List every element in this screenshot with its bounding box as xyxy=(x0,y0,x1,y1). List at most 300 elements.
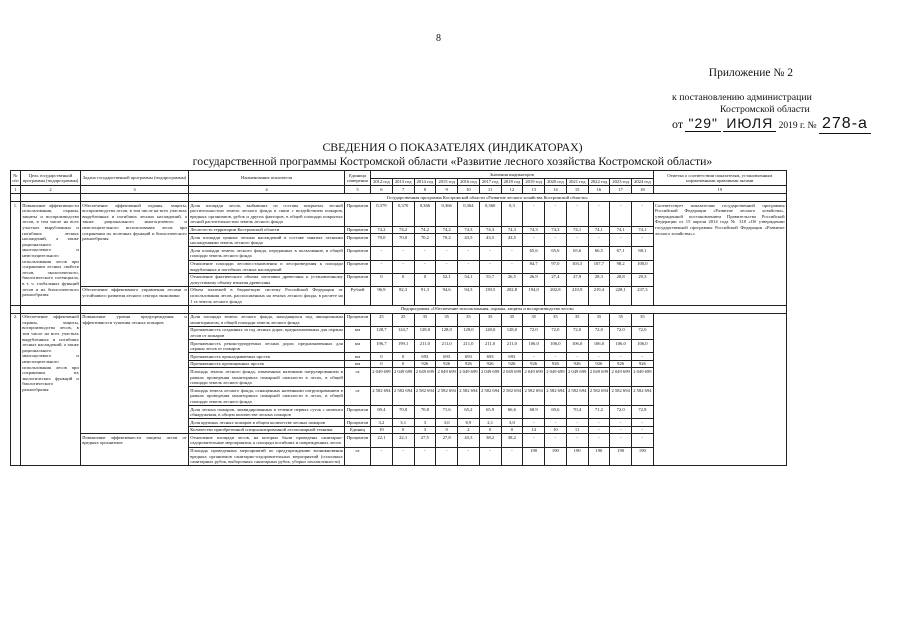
indicator-value: 68,9 xyxy=(523,406,545,419)
program-title-row xyxy=(11,194,787,202)
indicator-value: 124,7 xyxy=(392,326,414,339)
year-header: 2018 год xyxy=(501,178,523,186)
indicator-value: 190 xyxy=(588,447,610,466)
indicator-value: 190 xyxy=(610,447,632,466)
indicator-name: Площадь земель лесного фонда, охваченных наземным патрулированием в рамках проведения мониторинга пожарной опасности в лесах, в общей площади земель лесного фонда xyxy=(190,368,343,386)
indicator-name: Доля крупных лесных пожаров в общем количестве лесных пожаров xyxy=(189,419,345,427)
indicator-value: - xyxy=(588,419,610,427)
indicator-value: - xyxy=(414,260,436,273)
indicator-value: 0 xyxy=(392,426,414,434)
subprogram-title-row xyxy=(11,305,787,313)
year-header: 2017 год xyxy=(479,178,501,186)
indicator-value: 3 xyxy=(414,426,436,434)
indicator-value: 106,0 xyxy=(545,340,567,353)
year-header: 2019 год xyxy=(523,178,545,186)
indicator-name: Количество приобретенной специализированной лесопожарной техники xyxy=(189,426,345,434)
indicator-value: 69,4 xyxy=(371,406,393,419)
task-cell: Обеспечение эффективной охраны, защиты, воспроизводства лесов, в том числе на всех участках вырубленных и погибших лесных насаждений, а также рационального многоцелевого и неистощительного использования лесов при сохранении их полезных функций и биологического разнообразия xyxy=(81,202,189,287)
indicator-value: 2 582 694 xyxy=(523,387,545,406)
indicator-value: 25 xyxy=(371,313,393,326)
indicator-value: 2 582 694 xyxy=(501,387,523,406)
indicator-value: 27,4 xyxy=(545,273,567,286)
indicator-value: 55,7 xyxy=(479,273,501,286)
indicator-value: - xyxy=(458,260,480,273)
column-number: 8 xyxy=(414,186,436,194)
header-values: Значения индикаторов xyxy=(371,171,654,179)
indicator-value: 74,2 xyxy=(392,226,414,234)
indicator-value: 2 582 694 xyxy=(371,387,393,406)
indicator-value: - xyxy=(632,353,654,361)
indicator-value: 0 xyxy=(479,426,501,434)
indicator-value: 926 xyxy=(414,360,436,368)
indicator-value: 14 xyxy=(523,426,545,434)
indicator-value: 2 049 699 xyxy=(588,368,610,387)
resolution-reference xyxy=(672,92,872,116)
indicator-value: - xyxy=(436,260,458,273)
indicator-value: 2 049 699 xyxy=(566,368,588,387)
indicator-value: 28,8 xyxy=(610,273,632,286)
indicator-value: 72,0 xyxy=(588,326,610,339)
indicator-value: - xyxy=(566,419,588,427)
indicator-value: 926 xyxy=(436,360,458,368)
indicator-value: 211,0 xyxy=(501,340,523,353)
indicator-value: 693 xyxy=(458,353,480,361)
indicator-value: 128,0 xyxy=(479,326,501,339)
indicator-value: 27,9 xyxy=(566,273,588,286)
indicators-table xyxy=(10,170,787,466)
indicator-value: 84,7 xyxy=(523,260,545,273)
indicator-value: - xyxy=(479,447,501,466)
indicator-value: 0,3 xyxy=(501,202,523,226)
indicator-value: 2 049 699 xyxy=(632,368,654,387)
indicator-value: 28,3 xyxy=(588,273,610,286)
indicator-value: - xyxy=(545,234,567,247)
indicator-value: 128,0 xyxy=(414,326,436,339)
indicator-value: 74,2 xyxy=(371,226,393,234)
indicator-unit: км xyxy=(345,353,371,361)
indicator-value: - xyxy=(479,247,501,260)
indicator-unit: км xyxy=(345,360,371,368)
column-number: 9 xyxy=(436,186,458,194)
task-cell: Обеспечение эффективного управления лесами и устойчивого развития лесного сектора экономики xyxy=(81,286,189,305)
table-row xyxy=(11,202,787,226)
indicator-value: 91,3 xyxy=(414,286,436,305)
indicator-value: 2 582 694 xyxy=(436,387,458,406)
indicator-value: - xyxy=(610,202,632,226)
indicator-value: 74,3 xyxy=(545,226,567,234)
indicator-value: 106,0 xyxy=(588,340,610,353)
indicator-unit: Единиц xyxy=(345,426,371,434)
indicator-value: 70,0 xyxy=(371,234,393,247)
indicator-value: 693 xyxy=(414,353,436,361)
column-number: 2 xyxy=(21,186,81,194)
indicator-value: 82,3 xyxy=(392,286,414,305)
column-number: 13 xyxy=(523,186,545,194)
indicator-value: 0 xyxy=(392,353,414,361)
indicator-value: 926 xyxy=(588,360,610,368)
indicator-value: 2 049 699 xyxy=(414,368,436,387)
indicator-value: 202,8 xyxy=(545,286,567,305)
indicator-value: 74,1 xyxy=(610,226,632,234)
indicator-value: 2 582 694 xyxy=(610,387,632,406)
indicator-value: 3,1 xyxy=(392,419,414,427)
indicator-name: Протяженность прочищенных просек xyxy=(189,360,345,368)
indicator-value: 65,6 xyxy=(523,247,545,260)
indicator-value: - xyxy=(545,353,567,361)
indicator-name: Отношение площади лесовосстановления и лесоразведения к площади вырубленных и погибших лесных насаждений xyxy=(190,261,343,272)
indicator-value: - xyxy=(632,426,654,434)
indicator-value: 96,9 xyxy=(371,286,393,305)
column-number: 18 xyxy=(632,186,654,194)
table-body xyxy=(11,194,787,466)
indicator-value: 3 xyxy=(414,419,436,427)
column-number: 4 xyxy=(189,186,345,194)
indicator-value: 199,1 xyxy=(392,340,414,353)
indicator-value: 106,0 xyxy=(523,340,545,353)
indicator-value: - xyxy=(523,234,545,247)
indicator-value: - xyxy=(588,234,610,247)
indicator-value: - xyxy=(479,260,501,273)
appendix-label: Приложение № 2 xyxy=(708,67,793,79)
indicator-value: 2 582 694 xyxy=(566,387,588,406)
indicator-value: - xyxy=(545,434,567,447)
indicator-value: 926 xyxy=(501,360,523,368)
indicator-value: - xyxy=(371,260,393,273)
indicator-value: 190 xyxy=(523,447,545,466)
indicator-value: 0 xyxy=(371,360,393,368)
year-header: 2022 год xyxy=(588,178,610,186)
indicator-value: 211,0 xyxy=(479,340,501,353)
indicator-value: 43,3 xyxy=(458,434,480,447)
resolution-date xyxy=(672,115,871,134)
indicator-value: 65,6 xyxy=(545,247,567,260)
indicator-name: Доля площади ценных лесных насаждений в составе занятых лесными насаждениями земель лесного фонда xyxy=(190,234,343,246)
column-number: 11 xyxy=(479,186,501,194)
subprogram-title-row-text: Подпрограмма «Обеспечение использования, охраны, защиты и воспроизводства лесов» xyxy=(189,305,787,313)
indicator-value: - xyxy=(588,202,610,226)
indicator-value: 38,2 xyxy=(501,434,523,447)
indicator-value: 27,8 xyxy=(436,434,458,447)
indicator-value: 71,6 xyxy=(436,406,458,419)
indicator-value: 0 xyxy=(501,426,523,434)
year-header: 2012 год xyxy=(371,178,393,186)
indicator-value: 2 xyxy=(458,426,480,434)
indicator-value: 94,6 xyxy=(436,286,458,305)
indicator-value: 98,2 xyxy=(610,260,632,273)
indicator-name: Протяженность созданных за год лесных дорог, предназначенных для охраны лесов от пожаров xyxy=(190,327,343,338)
resolution-line-2: Костромской области xyxy=(720,104,810,115)
indicator-value: 926 xyxy=(566,360,588,368)
indicator-value: 35 xyxy=(414,313,436,326)
indicator-value: 926 xyxy=(523,360,545,368)
indicator-value: - xyxy=(588,434,610,447)
indicator-value: 26,9 xyxy=(523,273,545,286)
indicator-value: 210,9 xyxy=(566,286,588,305)
table-row xyxy=(11,313,787,326)
indicator-value: 74,1 xyxy=(632,226,654,234)
indicator-value: 74,3 xyxy=(479,226,501,234)
indicator-value: 35 xyxy=(632,313,654,326)
indicator-value: 22,1 xyxy=(392,434,414,447)
title-line-1: СВЕДЕНИЯ О ПОКАЗАТЕЛЯХ (ИНДИКАТОРАХ) xyxy=(322,140,583,154)
indicator-value: 237,3 xyxy=(632,286,654,305)
indicator-name: Отношение площади лесов, на которых были проведены санитарно-оздоровительные мероприятия, к площади погибших и поврежденных лесов xyxy=(190,434,343,446)
indicator-value: - xyxy=(523,353,545,361)
indicator-value: 0,366 xyxy=(414,202,436,226)
column-number: 1 xyxy=(11,186,21,194)
indicator-value: 2 582 694 xyxy=(632,387,654,406)
indicator-value: 926 xyxy=(479,360,501,368)
indicator-value: - xyxy=(566,202,588,226)
indicator-value: 3,2 xyxy=(371,419,393,427)
indicator-unit: Процентов xyxy=(345,226,371,234)
indicator-name: Протяженность реконструируемых лесных дорог, предназначенных для охраны лесов от пожаров xyxy=(190,340,343,352)
indicator-value: - xyxy=(610,234,632,247)
indicator-value: - xyxy=(436,247,458,260)
indicator-unit: Процентов xyxy=(345,273,371,286)
indicator-unit: Процентов xyxy=(345,202,371,226)
indicator-name: Доля площади земель лесного фонда, находящихся под авиационным мониторингом, в общей площади земель лесного фонда xyxy=(190,314,343,325)
indicator-name: Доля площади лесов, выбывших из состава покрытых лесной растительностью земель лесного фонда в связи с воздействием пожаров, вредных организмов, рубок и других факторов, в общей площади покрытых лесной растительностью земель лесного фонда xyxy=(190,202,343,225)
indicator-value: 0 xyxy=(392,360,414,368)
column-number: 5 xyxy=(345,186,371,194)
document-title xyxy=(0,140,905,168)
indicator-value: - xyxy=(588,353,610,361)
indicator-value: 2 049 699 xyxy=(371,368,393,387)
year-header: 2015 год xyxy=(436,178,458,186)
indicator-name: Протяженность прокладываемых просек xyxy=(189,353,345,361)
indicator-value: - xyxy=(501,260,523,273)
indicator-value: 2 049 699 xyxy=(523,368,545,387)
indicator-value: 69,6 xyxy=(545,406,567,419)
indicator-value: - xyxy=(632,202,654,226)
indicator-value: 0,366 xyxy=(436,202,458,226)
date-month: ИЮЛЯ xyxy=(723,115,776,132)
indicator-value: 68,1 xyxy=(632,247,654,260)
header-num: № п/п xyxy=(11,171,21,186)
indicator-value: 72,0 xyxy=(566,326,588,339)
indicator-value: 2 582 694 xyxy=(458,387,480,406)
task-cell: Повышение эффективности защиты лесов от вредных организмов xyxy=(81,434,189,466)
indicator-value: - xyxy=(632,419,654,427)
indicator-value: 70,2 xyxy=(414,234,436,247)
indicator-value: 0 xyxy=(436,426,458,434)
page-number: 8 xyxy=(436,33,441,44)
column-number: 17 xyxy=(610,186,632,194)
indicator-value: 70,0 xyxy=(392,406,414,419)
indicator-value: 128,0 xyxy=(436,326,458,339)
indicator-value: 926 xyxy=(545,360,567,368)
indicator-value: 65,6 xyxy=(566,247,588,260)
column-numbers-row xyxy=(11,186,787,194)
indicator-value: 128,0 xyxy=(458,326,480,339)
indicator-value: 103,5 xyxy=(566,260,588,273)
indicator-value: 2 049 699 xyxy=(392,368,414,387)
column-number: 16 xyxy=(588,186,610,194)
indicator-value: 74,1 xyxy=(588,226,610,234)
indicator-value: 94,3 xyxy=(458,286,480,305)
header-task: Задача государственной программы (подпрограммы) xyxy=(81,171,189,186)
indicator-value: 74,2 xyxy=(436,226,458,234)
resolution-number: 278-а xyxy=(819,115,871,134)
goal-cell: Обеспечение эффективной охраны, защиты, воспроизводства лесов, в том числе на всех участках вырубленных и погибших лесных насаждений, а также рационального многоцелевого и неистощительного использования лесов при сохранении их экологических функций и биологического разнообразия xyxy=(21,313,81,466)
row-number: 2. xyxy=(11,313,21,466)
year-header: 2014 год xyxy=(414,178,436,186)
indicator-value: - xyxy=(371,247,393,260)
column-number: 14 xyxy=(545,186,567,194)
indicator-value: 72,0 xyxy=(545,326,567,339)
indicator-value: 139,5 xyxy=(479,286,501,305)
indicator-value: 2 049 699 xyxy=(458,368,480,387)
indicator-name: Лесистость территории Костромской области xyxy=(189,226,345,234)
indicator-value: - xyxy=(610,426,632,434)
indicator-value: 65,2 xyxy=(458,406,480,419)
indicator-value: 2,1 xyxy=(479,419,501,427)
indicator-value: - xyxy=(371,447,393,466)
indicator-value: 38,2 xyxy=(479,434,501,447)
indicator-value: 35 xyxy=(588,313,610,326)
indicator-value: 0 xyxy=(392,273,414,286)
indicator-value: 66,6 xyxy=(501,406,523,419)
indicator-value: 70,2 xyxy=(436,234,458,247)
indicator-value: 2 049 699 xyxy=(436,368,458,387)
indicator-value: 693 xyxy=(479,353,501,361)
indicator-name: Площадь земель лесного фонда, оснащенных наземными патрулированием в рамках проведения мониторинга пожарной опасности в лесах, в общей площади земель лесного фонда xyxy=(190,387,343,404)
indicator-value: 2 582 694 xyxy=(545,387,567,406)
indicator-value: 211,0 xyxy=(414,340,436,353)
indicator-value: 106,0 xyxy=(610,340,632,353)
indicator-unit: Процентов xyxy=(345,247,371,260)
indicator-value: 65,9 xyxy=(479,406,501,419)
indicator-value: 2 049 699 xyxy=(610,368,632,387)
indicator-value: 2 582 694 xyxy=(479,387,501,406)
indicator-unit: Процентов xyxy=(345,260,371,273)
indicator-value: 52,1 xyxy=(436,273,458,286)
indicator-value: 0,364 xyxy=(458,202,480,226)
indicator-value: 66,5 xyxy=(588,247,610,260)
compliance-cell: Соответствует показателям государственной программы Российской Федерации «Развитие лесного хозяйства», утвержденной постановлением Правительства Российской Федерации от 15 апреля 2014 года № 318 «Об утверждении государственной программы Российской Федерации «Развитие лесного хозяйства»» xyxy=(653,202,786,306)
indicator-value: 27,5 xyxy=(414,434,436,447)
indicator-value: 74,3 xyxy=(523,226,545,234)
indicator-value: 128,0 xyxy=(501,326,523,339)
indicator-value: 128,7 xyxy=(371,326,393,339)
column-number: 6 xyxy=(371,186,393,194)
indicator-value: 0,379 xyxy=(371,202,393,226)
indicator-unit: га xyxy=(345,387,371,406)
indicator-value: - xyxy=(392,260,414,273)
indicator-value: 74,2 xyxy=(414,226,436,234)
indicator-name: Объем платежей в бюджетную систему Российской Федерации от использования лесов, расположенных на землях лесного фонда, в расчете на 1 га земель лесного фонда xyxy=(190,287,343,304)
indicator-value: 71,2 xyxy=(588,406,610,419)
indicator-value: - xyxy=(610,419,632,427)
indicator-value: - xyxy=(392,247,414,260)
indicator-value: 74,1 xyxy=(566,226,588,234)
indicator-value: 19 xyxy=(371,426,393,434)
title-line-2: государственной программы Костромской области «Развитие лесного хозяйства Костромской области» xyxy=(192,154,713,168)
indicator-value: 54,1 xyxy=(458,273,480,286)
indicator-value: 35 xyxy=(610,313,632,326)
indicator-value: 190 xyxy=(545,447,567,466)
indicator-value: - xyxy=(566,353,588,361)
indicator-value: 22,1 xyxy=(371,434,393,447)
indicator-unit: Процентов xyxy=(345,434,371,447)
indicator-value: 2 049 699 xyxy=(501,368,523,387)
indicator-unit: км xyxy=(345,340,371,353)
indicator-value: 35 xyxy=(545,313,567,326)
indicator-value: 3,0 xyxy=(501,419,523,427)
indicator-value: - xyxy=(458,247,480,260)
indicator-name: Отношение фактического объема заготовки древесины к установленному допустимому объему изъятия древесины xyxy=(190,274,343,285)
indicator-value: 70,8 xyxy=(414,406,436,419)
indicator-value: 8,9 xyxy=(458,419,480,427)
indicator-unit: км xyxy=(345,326,371,339)
indicator-value: - xyxy=(545,419,567,427)
indicator-value: - xyxy=(523,434,545,447)
indicator-value: 196,7 xyxy=(371,340,393,353)
indicator-value: 0 xyxy=(371,273,393,286)
indicator-value: 693 xyxy=(501,353,523,361)
indicator-value: 2 582 694 xyxy=(588,387,610,406)
indicator-unit: га xyxy=(345,368,371,387)
indicator-unit: Процентов xyxy=(345,419,371,427)
indicator-value: 3,0 xyxy=(436,419,458,427)
indicator-value: 43,5 xyxy=(458,234,480,247)
indicator-value: 926 xyxy=(632,360,654,368)
indicator-value: - xyxy=(458,447,480,466)
indicator-value: 11 xyxy=(566,426,588,434)
indicator-value: 0,360 xyxy=(479,202,501,226)
compliance-cell xyxy=(653,313,786,466)
resolution-line-1: к постановлению администрации xyxy=(672,92,812,103)
header-indicator: Наименование показателя xyxy=(189,171,345,186)
goal-cell: Повышение эффективности использования, охраны, защиты и воспроизводства лесов, в том числе на всех участках вырубленных и погибших лесных насаждений, а также рационального многоцелевого и неистощительного использования лесов при сохранении лесных свойств лесов, экологического, биологического потенциала, в т. ч. глобальных функций лесов и их биологического разнообразия xyxy=(21,202,81,306)
indicator-value: 2 582 694 xyxy=(392,387,414,406)
indicator-value: 190 xyxy=(566,447,588,466)
indicator-value: 0 xyxy=(371,353,393,361)
indicator-value: 100,0 xyxy=(632,260,654,273)
indicator-value: 219,4 xyxy=(588,286,610,305)
indicator-value: 926 xyxy=(610,360,632,368)
year-header: 2023 год xyxy=(610,178,632,186)
indicator-value: - xyxy=(588,426,610,434)
indicator-unit: Процентов xyxy=(345,406,371,419)
indicator-value: 10 xyxy=(545,426,567,434)
task-cell: Повышение уровня предупреждения и эффективности тушения лесных пожаров xyxy=(81,313,189,434)
column-number: 15 xyxy=(566,186,588,194)
indicator-value: - xyxy=(501,447,523,466)
indicator-value: 693 xyxy=(436,353,458,361)
indicator-value: 74,3 xyxy=(458,226,480,234)
indicator-name: Доля площади земель лесного фонда, переданных в пользование, в общей площади земель лесного фонда xyxy=(190,247,343,259)
indicator-value: 67,1 xyxy=(610,247,632,260)
indicator-value: 35 xyxy=(436,313,458,326)
indicator-value: 106,0 xyxy=(566,340,588,353)
header-unit: Единица измерения xyxy=(345,171,371,186)
indicator-value: 926 xyxy=(458,360,480,368)
indicator-value: - xyxy=(414,447,436,466)
indicator-value: 29,3 xyxy=(632,273,654,286)
year-header: 2021 год xyxy=(566,178,588,186)
indicator-value: 74,3 xyxy=(501,226,523,234)
indicator-value: - xyxy=(392,447,414,466)
indicator-value: 35 xyxy=(479,313,501,326)
indicator-value: 72,0 xyxy=(610,326,632,339)
indicator-value: 25 xyxy=(392,313,414,326)
indicator-value: - xyxy=(610,434,632,447)
indicator-value: - xyxy=(610,353,632,361)
header-goal: Цель государственной программы (подпрограммы) xyxy=(21,171,81,186)
date-year: 2019 г. № xyxy=(778,121,817,131)
